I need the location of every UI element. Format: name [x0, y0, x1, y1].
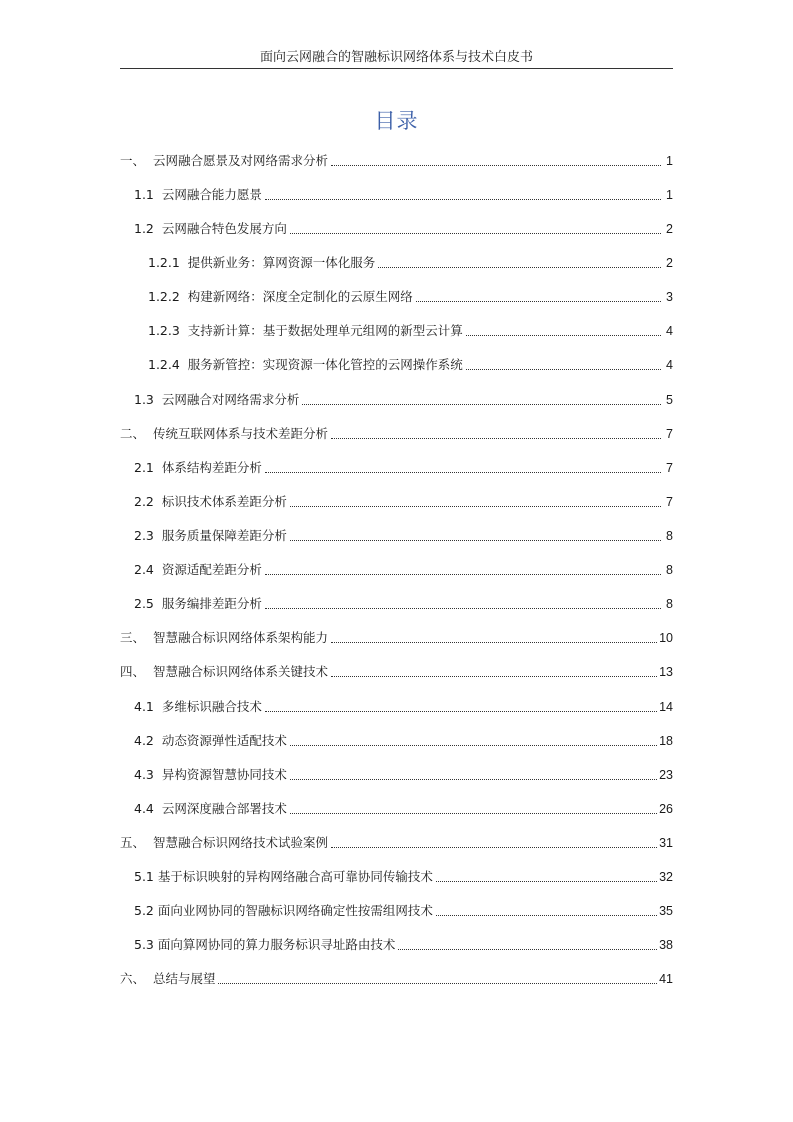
toc-entry-number: 六、 — [120, 971, 153, 986]
toc-entry-title: 云网融合愿景及对网络需求分析 — [152, 153, 328, 168]
toc-entry-title: 异构资源智慧协同技术 — [161, 767, 287, 782]
toc-entry-number: 1.3 — [134, 392, 162, 407]
toc-entry-title: 动态资源弹性适配技术 — [161, 733, 287, 748]
running-header: 面向云网融合的智融标识网络体系与技术白皮书 — [259, 50, 533, 65]
toc-entry-page: 2 — [666, 222, 673, 236]
toc-entry-page: 1 — [666, 188, 673, 202]
toc-entry-number: 2.1 — [134, 460, 162, 475]
toc-entry-page: 8 — [666, 563, 673, 577]
toc-leader-dots — [265, 199, 661, 200]
toc-entry[interactable] — [134, 594, 673, 614]
toc-leader-dots — [331, 847, 657, 848]
header-rule — [120, 68, 673, 69]
toc-leader-dots — [331, 165, 661, 166]
toc-leader-dots — [265, 574, 661, 575]
toc-entry[interactable] — [134, 219, 673, 239]
toc-entry[interactable] — [134, 867, 673, 887]
toc-entry[interactable] — [134, 731, 673, 751]
toc-entry-number: 5.3 — [134, 937, 158, 952]
toc-leader-dots — [466, 335, 661, 336]
toc-entry-page: 10 — [659, 631, 673, 645]
toc-leader-dots — [290, 506, 661, 507]
toc-leader-dots — [290, 813, 657, 814]
toc-leader-dots — [265, 472, 661, 473]
toc-entry-title: 云网融合特色发展方向 — [161, 221, 287, 236]
toc-entry-title: 服务新管控：实现资源一体化管控的云网操作系统 — [187, 357, 463, 372]
toc-leader-dots — [331, 438, 661, 439]
toc-entry[interactable] — [134, 799, 673, 819]
toc-entry[interactable] — [148, 355, 673, 375]
toc-entry-title: 云网深度融合部署技术 — [161, 801, 287, 816]
toc-entry-number: 2.3 — [134, 528, 162, 543]
toc-entry[interactable] — [134, 697, 673, 717]
toc-entry-page: 4 — [666, 324, 673, 338]
toc-entry-page: 8 — [666, 529, 673, 543]
toc-entry[interactable] — [134, 560, 673, 580]
toc-leader-dots — [378, 267, 661, 268]
toc-entry-number: 4.2 — [134, 733, 162, 748]
toc-entry-number: 1.2.4 — [148, 357, 188, 372]
toc-leader-dots — [265, 608, 661, 609]
toc-entry-title: 多维标识融合技术 — [161, 699, 262, 714]
toc-entry-number: 1.2 — [134, 221, 162, 236]
toc-title: 目录 — [374, 109, 419, 133]
toc-entry-title: 智慧融合标识网络技术试验案例 — [152, 835, 328, 850]
toc-entry-number: 4.4 — [134, 801, 162, 816]
toc-entry-page: 2 — [666, 256, 673, 270]
toc-leader-dots — [416, 301, 661, 302]
toc-entry-title: 标识技术体系差距分析 — [161, 494, 287, 509]
toc-entry[interactable] — [148, 321, 673, 341]
toc-entry-page: 32 — [659, 870, 673, 884]
toc-entry-title: 服务编排差距分析 — [161, 596, 262, 611]
toc-entry[interactable] — [134, 901, 673, 921]
toc-leader-dots — [218, 983, 657, 984]
toc-entry-page: 26 — [659, 802, 673, 816]
toc-entry-number: 5.2 — [134, 903, 158, 918]
toc-entry-title: 构建新网络：深度全定制化的云原生网络 — [187, 289, 413, 304]
toc-entry[interactable] — [120, 969, 673, 989]
toc-entry[interactable] — [134, 185, 673, 205]
toc-entry-page: 5 — [666, 393, 673, 407]
toc-entry-page: 14 — [659, 700, 673, 714]
toc-entry-number: 1.1 — [134, 187, 162, 202]
toc-entry[interactable] — [134, 935, 673, 955]
toc-entry[interactable] — [134, 492, 673, 512]
toc-entry[interactable] — [134, 390, 673, 410]
toc-entry[interactable] — [148, 287, 673, 307]
toc-leader-dots — [466, 369, 661, 370]
toc-entry-page: 7 — [666, 461, 673, 475]
toc-entry-number: 2.2 — [134, 494, 162, 509]
toc-entry-page: 23 — [659, 768, 673, 782]
toc-entry-page: 18 — [659, 734, 673, 748]
toc-leader-dots — [290, 745, 657, 746]
toc-entry-page: 1 — [666, 154, 673, 168]
toc-entry-title: 基于标识映射的异构网络融合高可靠协同传输技术 — [157, 869, 433, 884]
toc-entry-title: 提供新业务：算网资源一体化服务 — [187, 255, 376, 270]
toc-leader-dots — [290, 540, 661, 541]
toc-entry-number: 1.2.2 — [148, 289, 188, 304]
toc-entry-title: 云网融合对网络需求分析 — [161, 392, 300, 407]
toc-entry-page: 35 — [659, 904, 673, 918]
toc-entry-title: 服务质量保障差距分析 — [161, 528, 287, 543]
toc-entry-page: 13 — [659, 665, 673, 679]
toc-entry-number: 二、 — [120, 426, 153, 441]
toc-entry-number: 一、 — [120, 153, 153, 168]
toc-leader-dots — [436, 881, 657, 882]
toc-entry-number: 五、 — [120, 835, 153, 850]
toc-entry-number: 1.2.3 — [148, 323, 188, 338]
toc-entry[interactable] — [134, 458, 673, 478]
toc-leader-dots — [331, 676, 657, 677]
toc-entry[interactable] — [120, 833, 673, 853]
toc-entry[interactable] — [134, 526, 673, 546]
toc-leader-dots — [331, 642, 657, 643]
toc-entry[interactable] — [134, 765, 673, 785]
toc-entry[interactable] — [120, 628, 673, 648]
toc-entry-title: 智慧融合标识网络体系架构能力 — [152, 630, 328, 645]
toc-leader-dots — [290, 233, 661, 234]
toc-entry-page: 8 — [666, 597, 673, 611]
toc-entry[interactable] — [120, 151, 673, 171]
toc-entry-page: 31 — [659, 836, 673, 850]
toc-leader-dots — [290, 779, 657, 780]
toc-entry-number: 三、 — [120, 630, 153, 645]
toc-entry-title: 资源适配差距分析 — [161, 562, 262, 577]
toc-entry-number: 2.5 — [134, 596, 162, 611]
toc-entry-number: 2.4 — [134, 562, 162, 577]
toc-entry-number: 4.3 — [134, 767, 162, 782]
toc-entry-page: 38 — [659, 938, 673, 952]
toc-entry-title: 面向业网协同的智融标识网络确定性按需组网技术 — [157, 903, 433, 918]
toc-leader-dots — [265, 711, 657, 712]
toc-entry-number: 1.2.1 — [148, 255, 188, 270]
toc-leader-dots — [398, 949, 657, 950]
toc-entry-title: 传统互联网体系与技术差距分析 — [152, 426, 328, 441]
toc-entry-page: 7 — [666, 495, 673, 509]
toc-entry-page: 3 — [666, 290, 673, 304]
toc-entry[interactable] — [148, 253, 673, 273]
toc-entry-number: 5.1 — [134, 869, 158, 884]
toc-entry-number: 4.1 — [134, 699, 162, 714]
toc-entry-title: 云网融合能力愿景 — [161, 187, 262, 202]
toc-entry-title: 支持新计算：基于数据处理单元组网的新型云计算 — [187, 323, 463, 338]
toc-entry-page: 4 — [666, 358, 673, 372]
toc-entry[interactable] — [120, 424, 673, 444]
toc-entry[interactable] — [120, 662, 673, 682]
toc-leader-dots — [302, 404, 661, 405]
toc-entry-title: 体系结构差距分析 — [161, 460, 262, 475]
toc-entry-number: 四、 — [120, 664, 153, 679]
toc-entry-title: 总结与展望 — [152, 971, 216, 986]
toc-entry-page: 7 — [666, 427, 673, 441]
toc-leader-dots — [436, 915, 657, 916]
toc-entry-title: 智慧融合标识网络体系关键技术 — [152, 664, 328, 679]
toc-entry-page: 41 — [659, 972, 673, 986]
toc-entry-title: 面向算网协同的算力服务标识寻址路由技术 — [157, 937, 396, 952]
